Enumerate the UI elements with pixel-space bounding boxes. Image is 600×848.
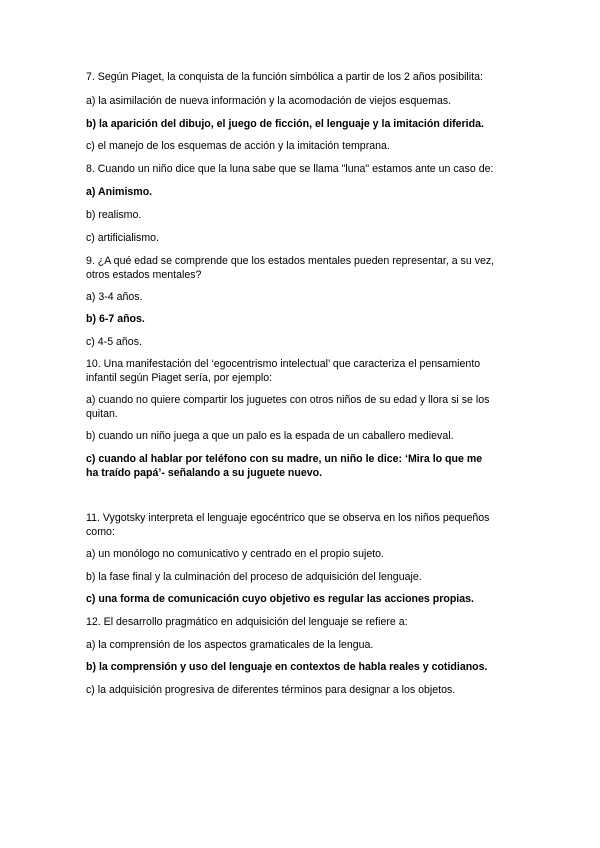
question-9-option-c: c) 4-5 años. <box>86 336 142 348</box>
question-10-option-b: b) cuando un niño juega a que un palo es la espada de un caballero medieval. <box>86 430 454 442</box>
question-7-stem: 7. Según Piaget, la conquista de la función simbólica a partir de los 2 años posibilita: <box>86 71 483 83</box>
question-10-option-c-correct-line-2: ha traído papá’- señalando a su juguete nuevo. <box>86 467 323 479</box>
question-11-option-b: b) la fase final y la culminación del proceso de adquisición del lenguaje. <box>86 571 422 583</box>
question-10-stem-line-1: 10. Una manifestación del ‘egocentrismo intelectual’ que caracteriza el pensamiento <box>86 358 481 370</box>
question-11-option-a: a) un monólogo no comunicativo y centrado en el propio sujeto. <box>86 548 384 560</box>
question-10-option-a-line-2: quitan. <box>86 408 118 420</box>
question-8-option-c: c) artificialismo. <box>86 232 159 244</box>
question-11-stem-line-2: como: <box>86 526 115 538</box>
question-9-stem-line-2: otros estados mentales? <box>86 269 202 281</box>
question-10-option-a-line-1: a) cuando no quiere compartir los juguetes con otros niños de su edad y llora si se los <box>86 394 490 406</box>
question-9-option-a: a) 3-4 años. <box>86 291 143 303</box>
question-7-option-c: c) el manejo de los esquemas de acción y la imitación temprana. <box>86 140 390 152</box>
question-7-option-b-correct: b) la aparición del dibujo, el juego de ficción, el lenguaje y la imitación diferida. <box>86 118 484 130</box>
question-8-option-a-correct: a) Animismo. <box>86 186 153 198</box>
question-8-stem: 8. Cuando un niño dice que la luna sabe que se llama "luna" estamos ante un caso de: <box>86 163 494 175</box>
question-11-stem-line-1: 11. Vygotsky interpreta el lenguaje egocéntrico que se observa en los niños pequeños <box>86 512 490 524</box>
question-12-option-a: a) la comprensión de los aspectos gramaticales de la lengua. <box>86 639 374 651</box>
question-8-option-b: b) realismo. <box>86 209 142 221</box>
question-12-option-b-correct: b) la comprensión y uso del lenguaje en contextos de habla reales y cotidianos. <box>86 661 488 673</box>
question-11-option-c-correct: c) una forma de comunicación cuyo objetivo es regular las acciones propias. <box>86 593 474 605</box>
question-10-stem-line-2: infantil según Piaget sería, por ejemplo: <box>86 372 273 384</box>
question-12-option-c: c) la adquisición progresiva de diferentes términos para designar a los objetos. <box>86 684 456 696</box>
question-10-option-c-correct-line-1: c) cuando al hablar por teléfono con su madre, un niño le dice: ‘Mira lo que me <box>86 453 483 465</box>
question-12-stem: 12. El desarrollo pragmático en adquisición del lenguaje se refiere a: <box>86 616 408 628</box>
question-9-option-b-correct: b) 6-7 años. <box>86 313 145 325</box>
question-9-stem-line-1: 9. ¿A qué edad se comprende que los estados mentales pueden representar, a su vez, <box>86 255 495 267</box>
question-7-option-a: a) la asimilación de nueva información y la acomodación de viejos esquemas. <box>86 95 452 107</box>
